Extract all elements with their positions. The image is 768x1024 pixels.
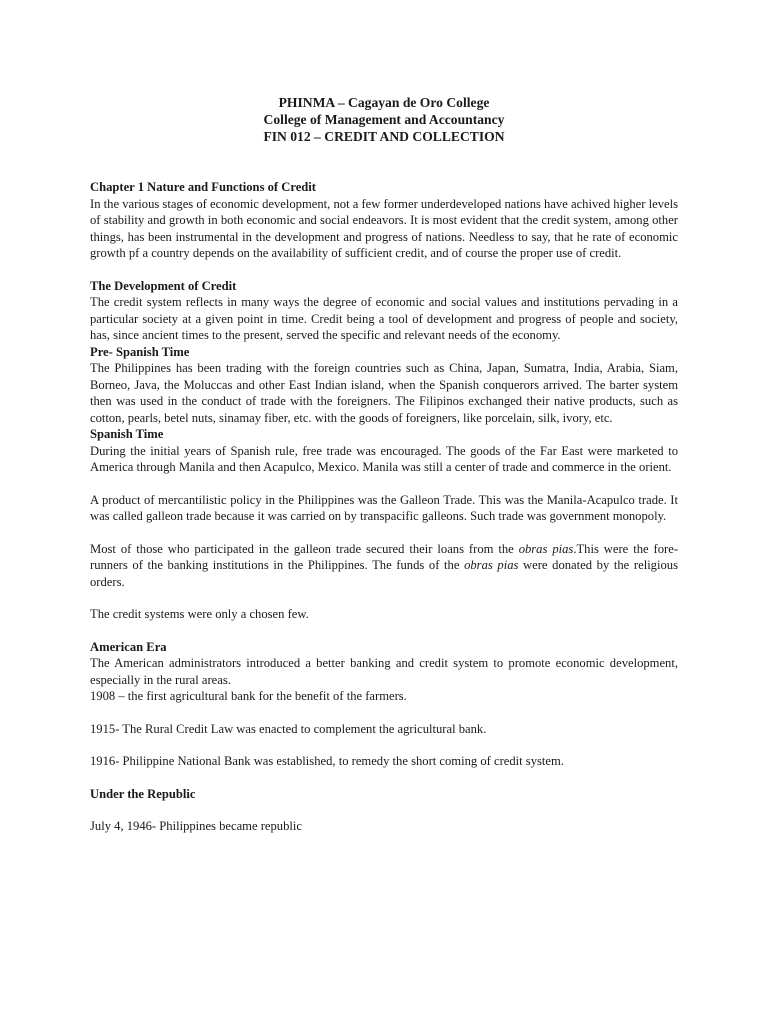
chapter1-heading: Chapter 1 Nature and Functions of Credit — [90, 180, 316, 194]
section-republic — [90, 786, 678, 835]
p3-text-c: were donated by the religious orders. — [90, 558, 678, 589]
obras-pias-term-1: obras pias — [518, 541, 574, 556]
spanish-paragraph-1: During the initial years of Spanish rule, free trade was encouraged. The goods of the Far East were marketed to America through Manila and then Acapulco, Mexico. Manila was still a center of trade and commerce in the orient. — [90, 443, 678, 474]
american-item-1908: 1908 – the first agricultural bank for the benefit of the farmers. — [90, 689, 407, 703]
section-pre-spanish — [90, 344, 678, 427]
header-course: FIN 012 – CREDIT AND COLLECTION — [263, 129, 505, 144]
obras-pias-term-2: obras pias — [464, 558, 519, 572]
header-school: PHINMA – Cagayan de Oro College — [278, 95, 490, 110]
p3-text-a: Most of those who participated in the galleon trade secured their loans from the — [90, 541, 519, 556]
american-item-1915: 1915- The Rural Credit Law was enacted to complement the agricultural bank. — [90, 721, 487, 736]
section-development — [90, 278, 678, 344]
spanish-paragraph-3 — [90, 541, 678, 591]
spanish-paragraph-2: A product of mercantilistic policy in the Philippines was the Galleon Trade. This was the Manila-Acapulco trade. It was called galleon trade because it was carried on by transpacific galleons. Such trade was government monopoly. — [90, 492, 678, 523]
pre-spanish-heading: Pre- Spanish Time — [90, 344, 190, 359]
section-spanish — [90, 426, 678, 623]
section-american — [90, 639, 678, 770]
document-header — [90, 94, 678, 145]
american-item-1916: 1916- Philippine National Bank was established, to remedy the short coming of credit system. — [90, 754, 564, 768]
american-heading: American Era — [90, 639, 167, 654]
development-paragraph: The credit system reflects in many ways the degree of economic and social values and institutions pervading in a particular society at a given point in time. Credit being a tool of development and progress of people and society, has, since ancient times to the present, served the specific and relevant needs of the economy. — [90, 295, 678, 342]
p3-text-b: .This were the fore-runners of the banking institutions in the Philippines. The funds of the — [90, 541, 679, 572]
section-chapter1 — [90, 179, 678, 262]
development-heading: The Development of Credit — [90, 278, 237, 293]
chapter1-paragraph: In the various stages of economic development, not a few former underdeveloped nations have achived higher levels of stability and growth in both economic and social endeavors. It is most evident that the credit system, among other things, has been instrumental in the development and progress of nations. Needless to say, that he rate of economic growth pf a country depends on the availability of sufficient credit, and of course the proper use of credit. — [90, 196, 678, 260]
american-paragraph: The American administrators introduced a better banking and credit system to promote economic development, especially in the rural areas. — [90, 656, 678, 687]
spanish-heading: Spanish Time — [90, 427, 164, 441]
pre-spanish-paragraph: The Philippines has been trading with the foreign countries such as China, Japan, Sumatra, India, Arabia, Siam, Borneo, Java, the Moluccas and other East Indian island, when the Spanish conquerors arrived. The barter system then was used in the conduct of trade with the foreigners. The Filipinos exchanged their native products, such as cotton, pearls, betel nuts, sinamay fiber, etc. with the goods of foreigners, like porcelain, silk, ivory, etc. — [90, 361, 678, 425]
republic-item-1946: July 4, 1946- Philippines became republic — [90, 819, 302, 833]
document-page — [90, 94, 678, 835]
republic-heading: Under the Republic — [90, 786, 196, 801]
spanish-paragraph-4: The credit systems were only a chosen few. — [90, 607, 309, 621]
header-college: College of Management and Accountancy — [263, 112, 505, 127]
